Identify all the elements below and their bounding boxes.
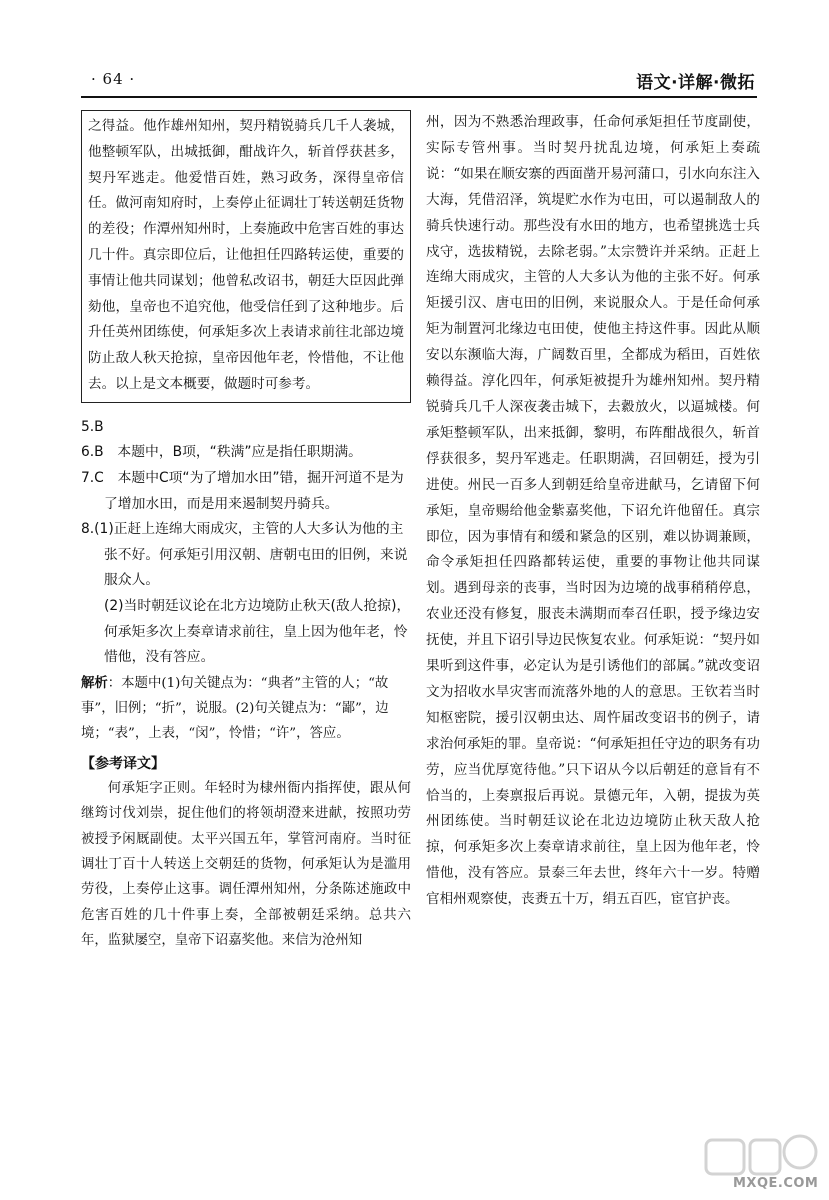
header-rule: [81, 96, 757, 98]
page-header: [81, 64, 757, 96]
page-number: · 64 ·: [91, 70, 136, 88]
answer-8-part-1: 8.(1)正赶上连绵大雨成灾，主管的人大多认为他的主张不好。何承矩引用汉朝、唐朝屯田的旧例，来说服众人。: [81, 521, 408, 589]
reference-text-left: 何承矩字正则。年轻时为棣州衙内指挥使，跟从何继筠讨伐刘崇，捉住他们的将领胡澄来进献，按照功劳被授予闲厩副使。太平兴国五年，掌管河南府。当时征调壮丁百十人转送上交朝廷的货物，何承矩认为是滥用劳役，上奏停止这事。调任潭州知州，分条陈述施政中危害百姓的几十件事上奏，全部被朝廷采纳。总共六年，监狱屡空，皇帝下诏嘉奖他。来信为沧州知: [81, 780, 411, 949]
answer-6: 6.B 本题中，B项，“秩满”应是指任职期满。: [81, 444, 362, 461]
analysis-label: 解析: [81, 675, 108, 691]
reference-title: 【参考译文】: [81, 755, 165, 772]
analysis-text: ：本题中(1)句关键点为：“典者”主管的人；“故事”，旧例；“折”，说服。(2)句关键点为：“鄙”，边境；“表”，上表，“闵”，怜惜；“许”，答应。: [81, 675, 389, 741]
watermark-site: MXQE.COM: [733, 1176, 819, 1191]
left-column: [81, 110, 411, 954]
answer-5: 5.B: [81, 418, 104, 435]
analysis-paragraph: [81, 671, 411, 746]
summary-box: 之得益。他作雄州知州，契丹精锐骑兵几千人袭城，他整顿军队，出城抵御，酣战许久，斩首俘获甚多，契丹军逃走。他爱惜百姓，熟习政务，深得皇帝信任。做河南知府时，上奏停止征调壮丁转送朝廷货物的差役；作潭州知州时，上奏施政中危害百姓的事达几十件。真宗即位后，让他担任四路转运使，重要的事情让他共同谋划；他曾私改诏书，朝廷大臣因此弹劾他，皇帝也不追究他，他受信任到了这种地步。后升任英州团练使，何承矩多次上表请求前往北部边境防止敌人秋天抢掠，皇帝因他年老，怜惜他，不让他去。以上是文本概要，做题时可参考。: [81, 110, 411, 403]
answers-section: [81, 415, 411, 746]
right-column: [426, 110, 760, 913]
reference-text-right: 州，因为不熟悉治理政事，任命何承矩担任节度副使，实际专管州事。当时契丹扰乱边境，何承矩上奏疏说：“如果在顺安寨的西面凿开易河蒲口，引水向东注入大海，凭借沼泽，筑堤贮水作为屯田，可以遏制敌人的骑兵快速行动。那些没有水田的地方，也希望挑选士兵戍守，选拔精锐，去除老弱。”太宗赞许并采纳。正赶上连绵大雨成灾，主管的人大多认为他的主张不好。何承矩援引汉、唐屯田的旧例，来说服众人。于是任命何承矩为制置河北缘边屯田使，使他主持这件事。因此从顺安以东濒临大海，广阔数百里，全都成为稻田，百姓依赖得益。淳化四年，何承矩被提升为雄州知州。契丹精锐骑兵几千人深夜袭击城下，去縠放火，以逼城楼。何承矩整顿军队，出来抵御，黎明，布阵酣战很久，斩首俘获很多，契丹军逃走。任职期满，召回朝廷，授为引进使。州民一百多人到朝廷给皇帝进献马，乞请留下何承矩，皇帝赐给他金紫嘉奖他，下诏允许他留任。真宗即位，因为事情有和缓和紧急的区别，难以协调兼顾，命令承矩担任四路都转运使，重要的事物让他共同谋划。遇到母亲的丧事，当时因为边境的战事稍稍停息，农业还没有修复，服丧未满期而奉召任职，授予缘边安抚使，并且下诏引导边民恢复农业。何承矩说：“契丹如果听到这件事，必定认为是引诱他们的部属。”就改变诏文为招收水旱灾害而流落外地的人的意思。王钦若当时知枢密院，援引汉朝虫达、周忤届改变诏书的例子，请求治何承矩的罪。皇帝说：“何承矩担任守边的职务有功劳，应当优厚宽待他。”只下诏从今以后朝廷的意旨有不恰当的，上奏禀报后再说。景德元年，入朝，提拔为英州团练使。当时朝廷议论在北边边境防止秋天敌人抢掠，何承矩多次上奏章请求前往，皇上因为他年老，怜惜他，没有答应。景泰三年去世，终年六十一岁。特赠官相州观察使，丧赉五十万，绢五百匹，宦官护丧。: [426, 114, 760, 908]
book-title: 语文·详解·微拓: [636, 73, 755, 93]
answer-8-part-2: (2)当时朝廷议论在北方边境防止秋天(敌人抢掠)，何承矩多次上奏章请求前往，皇上因为他年老，怜惜他，没有答应。: [104, 597, 411, 666]
answer-7: 7.C 本题中C项“为了增加水田”错，掘开河道不是为了增加水田，而是用来遏制契丹骑兵。: [81, 469, 404, 512]
